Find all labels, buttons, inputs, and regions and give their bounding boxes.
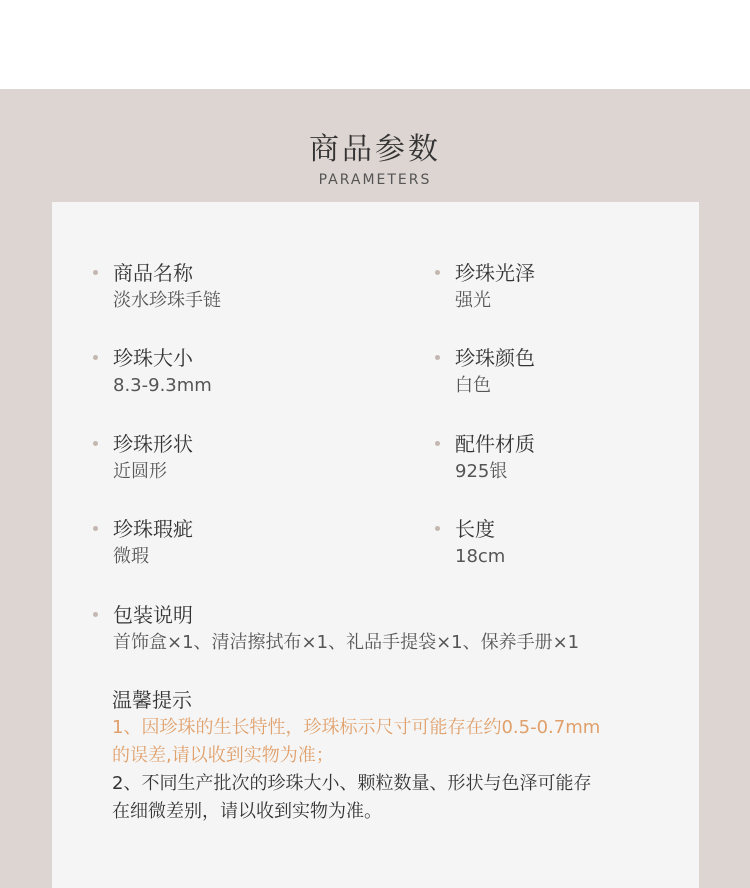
notice-line-2a: 2、不同生产批次的珍珠大小、颗粒数量、形状与色泽可能存 [112,773,592,794]
param-value: 925银 [455,461,508,482]
param-value: 8.3-9.3mm [113,375,212,396]
bullet-dot [435,441,440,446]
param-value: 微瑕 [113,546,149,567]
param-label: 珍珠瑕疵 [113,517,193,541]
bullet-dot [93,441,98,446]
param-value: 18cm [455,546,506,567]
param-label: 珍珠光泽 [455,261,535,285]
notice-line-1a: 1、因珍珠的生长特性，珍珠标示尺寸可能存在约0.5-0.7mm [112,717,601,738]
bullet-dot [435,355,440,360]
top-white-band [0,0,750,89]
bullet-dot [435,526,440,531]
notice-block [112,686,672,826]
bullet-dot [435,270,440,275]
param-value: 首饰盒×1、清洁擦拭布×1、礼品手提袋×1、保养手册×1 [113,632,580,653]
param-label: 珍珠颜色 [455,346,535,370]
param-value: 白色 [455,375,491,396]
bullet-dot [93,526,98,531]
param-value: 强光 [455,290,491,311]
param-value: 淡水珍珠手链 [113,290,221,311]
section-title: 商品参数 [309,132,441,167]
param-label: 配件材质 [455,432,535,456]
notice-title: 温馨提示 [112,688,192,712]
param-label: 珍珠大小 [113,346,193,370]
bullet-dot [93,612,98,617]
bullet-dot [93,270,98,275]
param-label: 珍珠形状 [113,432,193,456]
param-value: 近圆形 [113,461,167,482]
bullet-dot [93,355,98,360]
notice-line-2b: 在细微差别，请以收到实物为准。 [112,801,382,822]
notice-line-1b: 的误差,请以收到实物为准； [112,745,334,766]
param-label: 长度 [455,517,495,541]
param-label: 商品名称 [113,261,193,285]
section-subtitle: PARAMETERS [318,172,432,188]
param-label: 包装说明 [113,603,193,627]
